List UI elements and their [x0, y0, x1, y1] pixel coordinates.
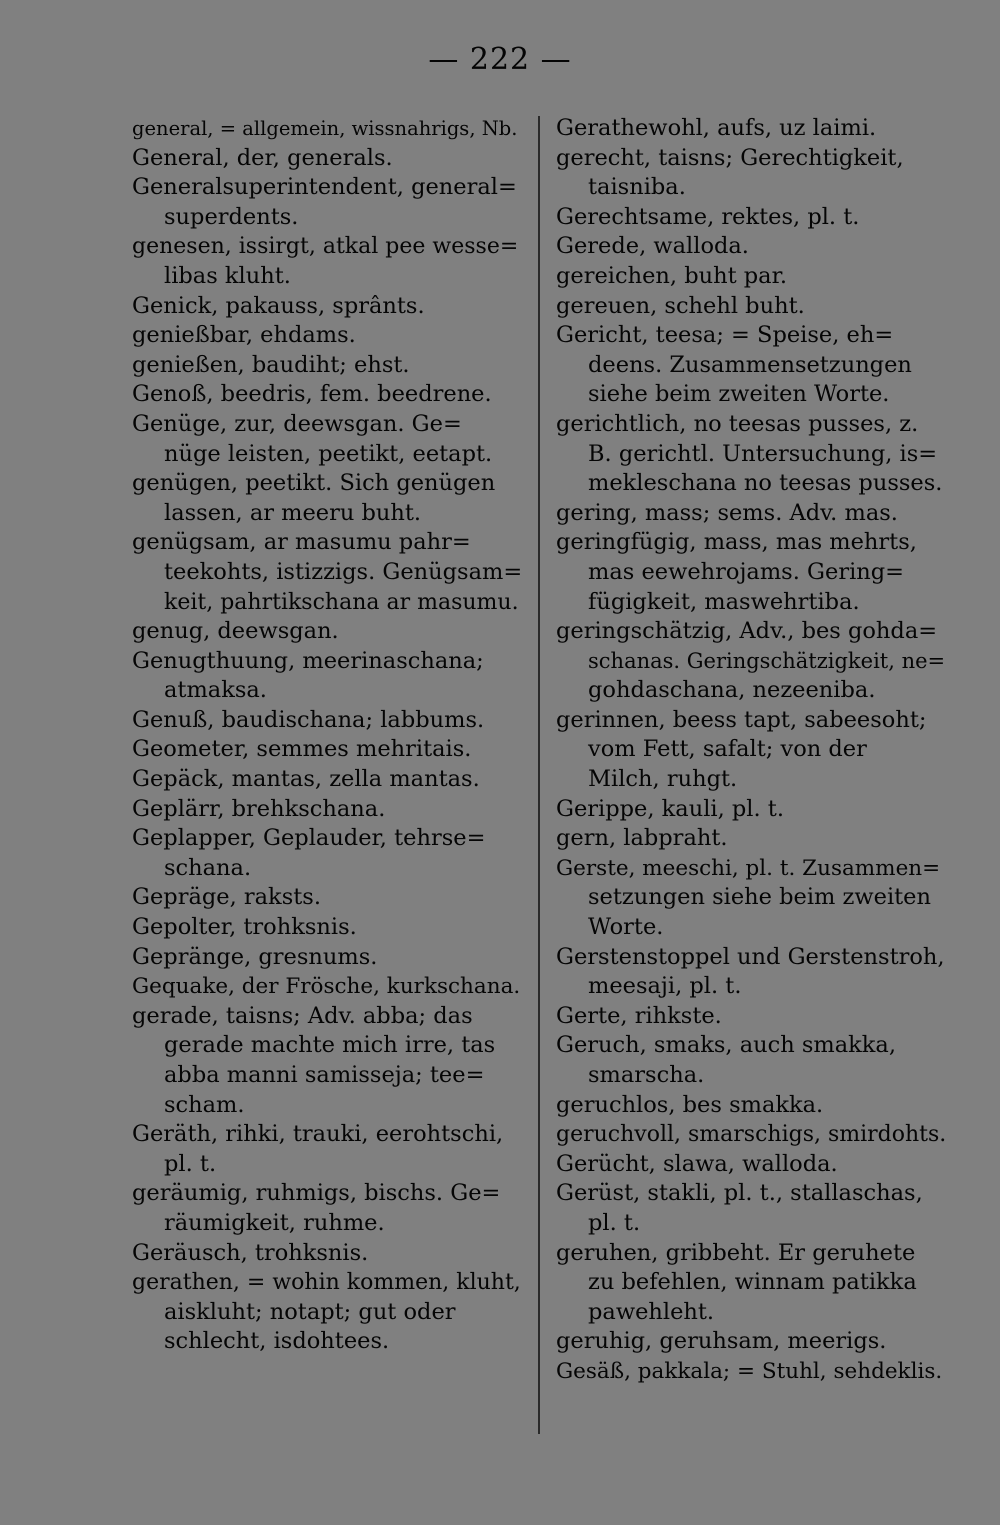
dictionary-line: geringfügig, mass, mas mehrts, [556, 529, 917, 556]
dictionary-line: genießbar, ehdams. [132, 322, 356, 349]
dictionary-line: taisniba. [588, 174, 686, 201]
dictionary-line: gohdaschana, nezeeniba. [588, 677, 876, 704]
dictionary-line: genesen, issirgt, atkal pee wesse= [132, 234, 519, 260]
dictionary-line: geringschätzig, Adv., bes gohda= [556, 618, 938, 645]
dictionary-line: Gerste, meeschi, pl. t. Zusammen= [556, 855, 941, 881]
dictionary-line: vom Fett, safalt; von der [588, 736, 867, 763]
dictionary-line: Geräusch, trohksnis. [132, 1239, 369, 1266]
dictionary-line: General, der, generals. [132, 144, 393, 171]
dictionary-line: Geräth, rihki, trauki, eerohtschi, [132, 1121, 504, 1148]
dictionary-line: keit, pahrtikschana ar masumu. [164, 589, 519, 615]
dictionary-line: genügen, peetikt. Sich genügen [132, 470, 496, 497]
dictionary-line: Gepräge, raksts. [132, 884, 321, 911]
dictionary-line: B. gerichtl. Untersuchung, is= [588, 440, 938, 467]
dictionary-line: Genick, pakauss, sprânts. [132, 292, 425, 319]
dictionary-line: gereichen, buht par. [556, 262, 788, 289]
dictionary-line: Milch, ruhgt. [588, 766, 738, 793]
dictionary-line: geruchvoll, smarschigs, smirdohts. [556, 1122, 946, 1148]
dictionary-line: gerichtlich, no teesas pusses, z. [556, 410, 919, 437]
dictionary-line: Geplapper, Geplauder, tehrse= [132, 825, 486, 852]
dictionary-line: superdents. [164, 203, 299, 230]
dictionary-line: Genoß, beedris, fem. beedrene. [132, 381, 492, 408]
dictionary-line: pawehleht. [588, 1298, 715, 1325]
dictionary-line: Gepäck, mantas, zella mantas. [132, 766, 480, 793]
dictionary-line: Geruch, smaks, auch smakka, [556, 1032, 896, 1059]
dictionary-line: gering, mass; sems. Adv. mas. [556, 499, 898, 526]
dictionary-line: Gerstenstoppel und Gerstenstroh, [556, 943, 945, 970]
dictionary-line: schanas. Geringschätzigkeit, ne= [588, 648, 946, 673]
dictionary-line: Gesäß, pakkala; = Stuhl, sehdeklis. [556, 1358, 943, 1384]
dictionary-line: schana. [164, 854, 252, 881]
dictionary-line: Gerechtsame, rektes, pl. t. [556, 203, 860, 230]
right-column [556, 114, 946, 1387]
dictionary-line: mekleschana no teesas pusses. [588, 470, 943, 497]
dictionary-line: Genüge, zur, deewsgan. Ge= [132, 410, 462, 437]
dictionary-line: geruhig, geruhsam, meerigs. [556, 1328, 887, 1355]
dictionary-line: gerecht, taisns; Gerechtigkeit, [556, 144, 904, 171]
dictionary-line: scham. [164, 1091, 245, 1118]
dictionary-line: geräumig, ruhmigs, bischs. Ge= [132, 1180, 501, 1207]
page-number: — 222 — [428, 42, 572, 77]
dictionary-line: fügigkeit, maswehrtiba. [588, 588, 860, 615]
dictionary-line: lassen, ar meeru buht. [164, 499, 422, 526]
dictionary-line: smarscha. [588, 1062, 705, 1088]
dictionary-line: setzungen siehe beim zweiten [588, 884, 931, 911]
dictionary-line: gern, labpraht. [556, 825, 728, 852]
dictionary-line: mas eewehrojams. Gering= [588, 558, 905, 585]
dictionary-line: Worte. [588, 914, 664, 941]
dictionary-line: general, = allgemein, wissnahrigs, Nb. [132, 117, 518, 140]
dictionary-line: Gepränge, gresnums. [132, 943, 378, 970]
dictionary-line: zu befehlen, winnam patikka [588, 1269, 917, 1296]
dictionary-line: gereuen, schehl buht. [556, 292, 805, 319]
dictionary-line: atmaksa. [164, 677, 267, 704]
dictionary-line: Gerte, rihkste. [556, 1002, 722, 1029]
dictionary-line: genug, deewsgan. [132, 618, 339, 645]
dictionary-line: räumigkeit, ruhme. [164, 1209, 385, 1236]
dictionary-line: Geplärr, brehkschana. [132, 795, 386, 822]
dictionary-line: geruchlos, bes smakka. [556, 1091, 824, 1118]
dictionary-line: Genuß, baudischana; labbums. [132, 706, 485, 733]
dictionary-line: pl. t. [588, 1209, 641, 1236]
dictionary-line: schlecht, isdohtees. [164, 1328, 390, 1355]
dictionary-line: siehe beim zweiten Worte. [588, 381, 890, 408]
dictionary-line: Gericht, teesa; = Speise, eh= [556, 322, 894, 349]
dictionary-line: gerade, taisns; Adv. abba; das [132, 1002, 473, 1029]
dictionary-line: Gerüst, stakli, pl. t., stallaschas, [556, 1180, 923, 1207]
dictionary-line: deens. Zusammensetzungen [588, 351, 912, 378]
dictionary-line: Gerippe, kauli, pl. t. [556, 795, 784, 822]
dictionary-line: genießen, baudiht; ehst. [132, 351, 410, 378]
dictionary-line: Gerathewohl, aufs, uz laimi. [556, 115, 877, 141]
dictionary-line: Geometer, semmes mehritais. [132, 736, 472, 763]
dictionary-line: gerathen, = wohin kommen, kluht, [132, 1270, 521, 1296]
left-column [132, 114, 524, 1357]
dictionary-line: Gepolter, trohksnis. [132, 914, 357, 941]
dictionary-line: Genugthuung, meerinaschana; [132, 647, 484, 674]
dictionary-line: Gequake, der Frösche, kurkschana. [132, 974, 521, 1000]
dictionary-line: Generalsuperintendent, general= [132, 174, 517, 201]
dictionary-line: libas kluht. [164, 262, 291, 289]
dictionary-line: Gerede, walloda. [556, 233, 749, 260]
dictionary-line: genügsam, ar masumu pahr= [132, 529, 471, 556]
dictionary-line: aiskluht; notapt; gut oder [164, 1298, 456, 1325]
dictionary-line: gerade machte mich irre, tas [164, 1032, 496, 1059]
dictionary-line: Gerücht, slawa, walloda. [556, 1150, 838, 1177]
dictionary-line: gerinnen, beess tapt, sabeesoht; [556, 706, 927, 733]
dictionary-line: teekohts, istizzigs. Genügsam= [164, 558, 523, 585]
dictionary-line: nüge leisten, peetikt, eetapt. [164, 440, 493, 467]
dictionary-line: geruhen, gribbeht. Er geruhete [556, 1239, 916, 1266]
dictionary-line: pl. t. [164, 1150, 217, 1177]
dictionary-line: meesaji, pl. t. [588, 973, 742, 1000]
column-divider [538, 116, 540, 1434]
dictionary-line: abba manni samisseja; tee= [164, 1062, 485, 1088]
